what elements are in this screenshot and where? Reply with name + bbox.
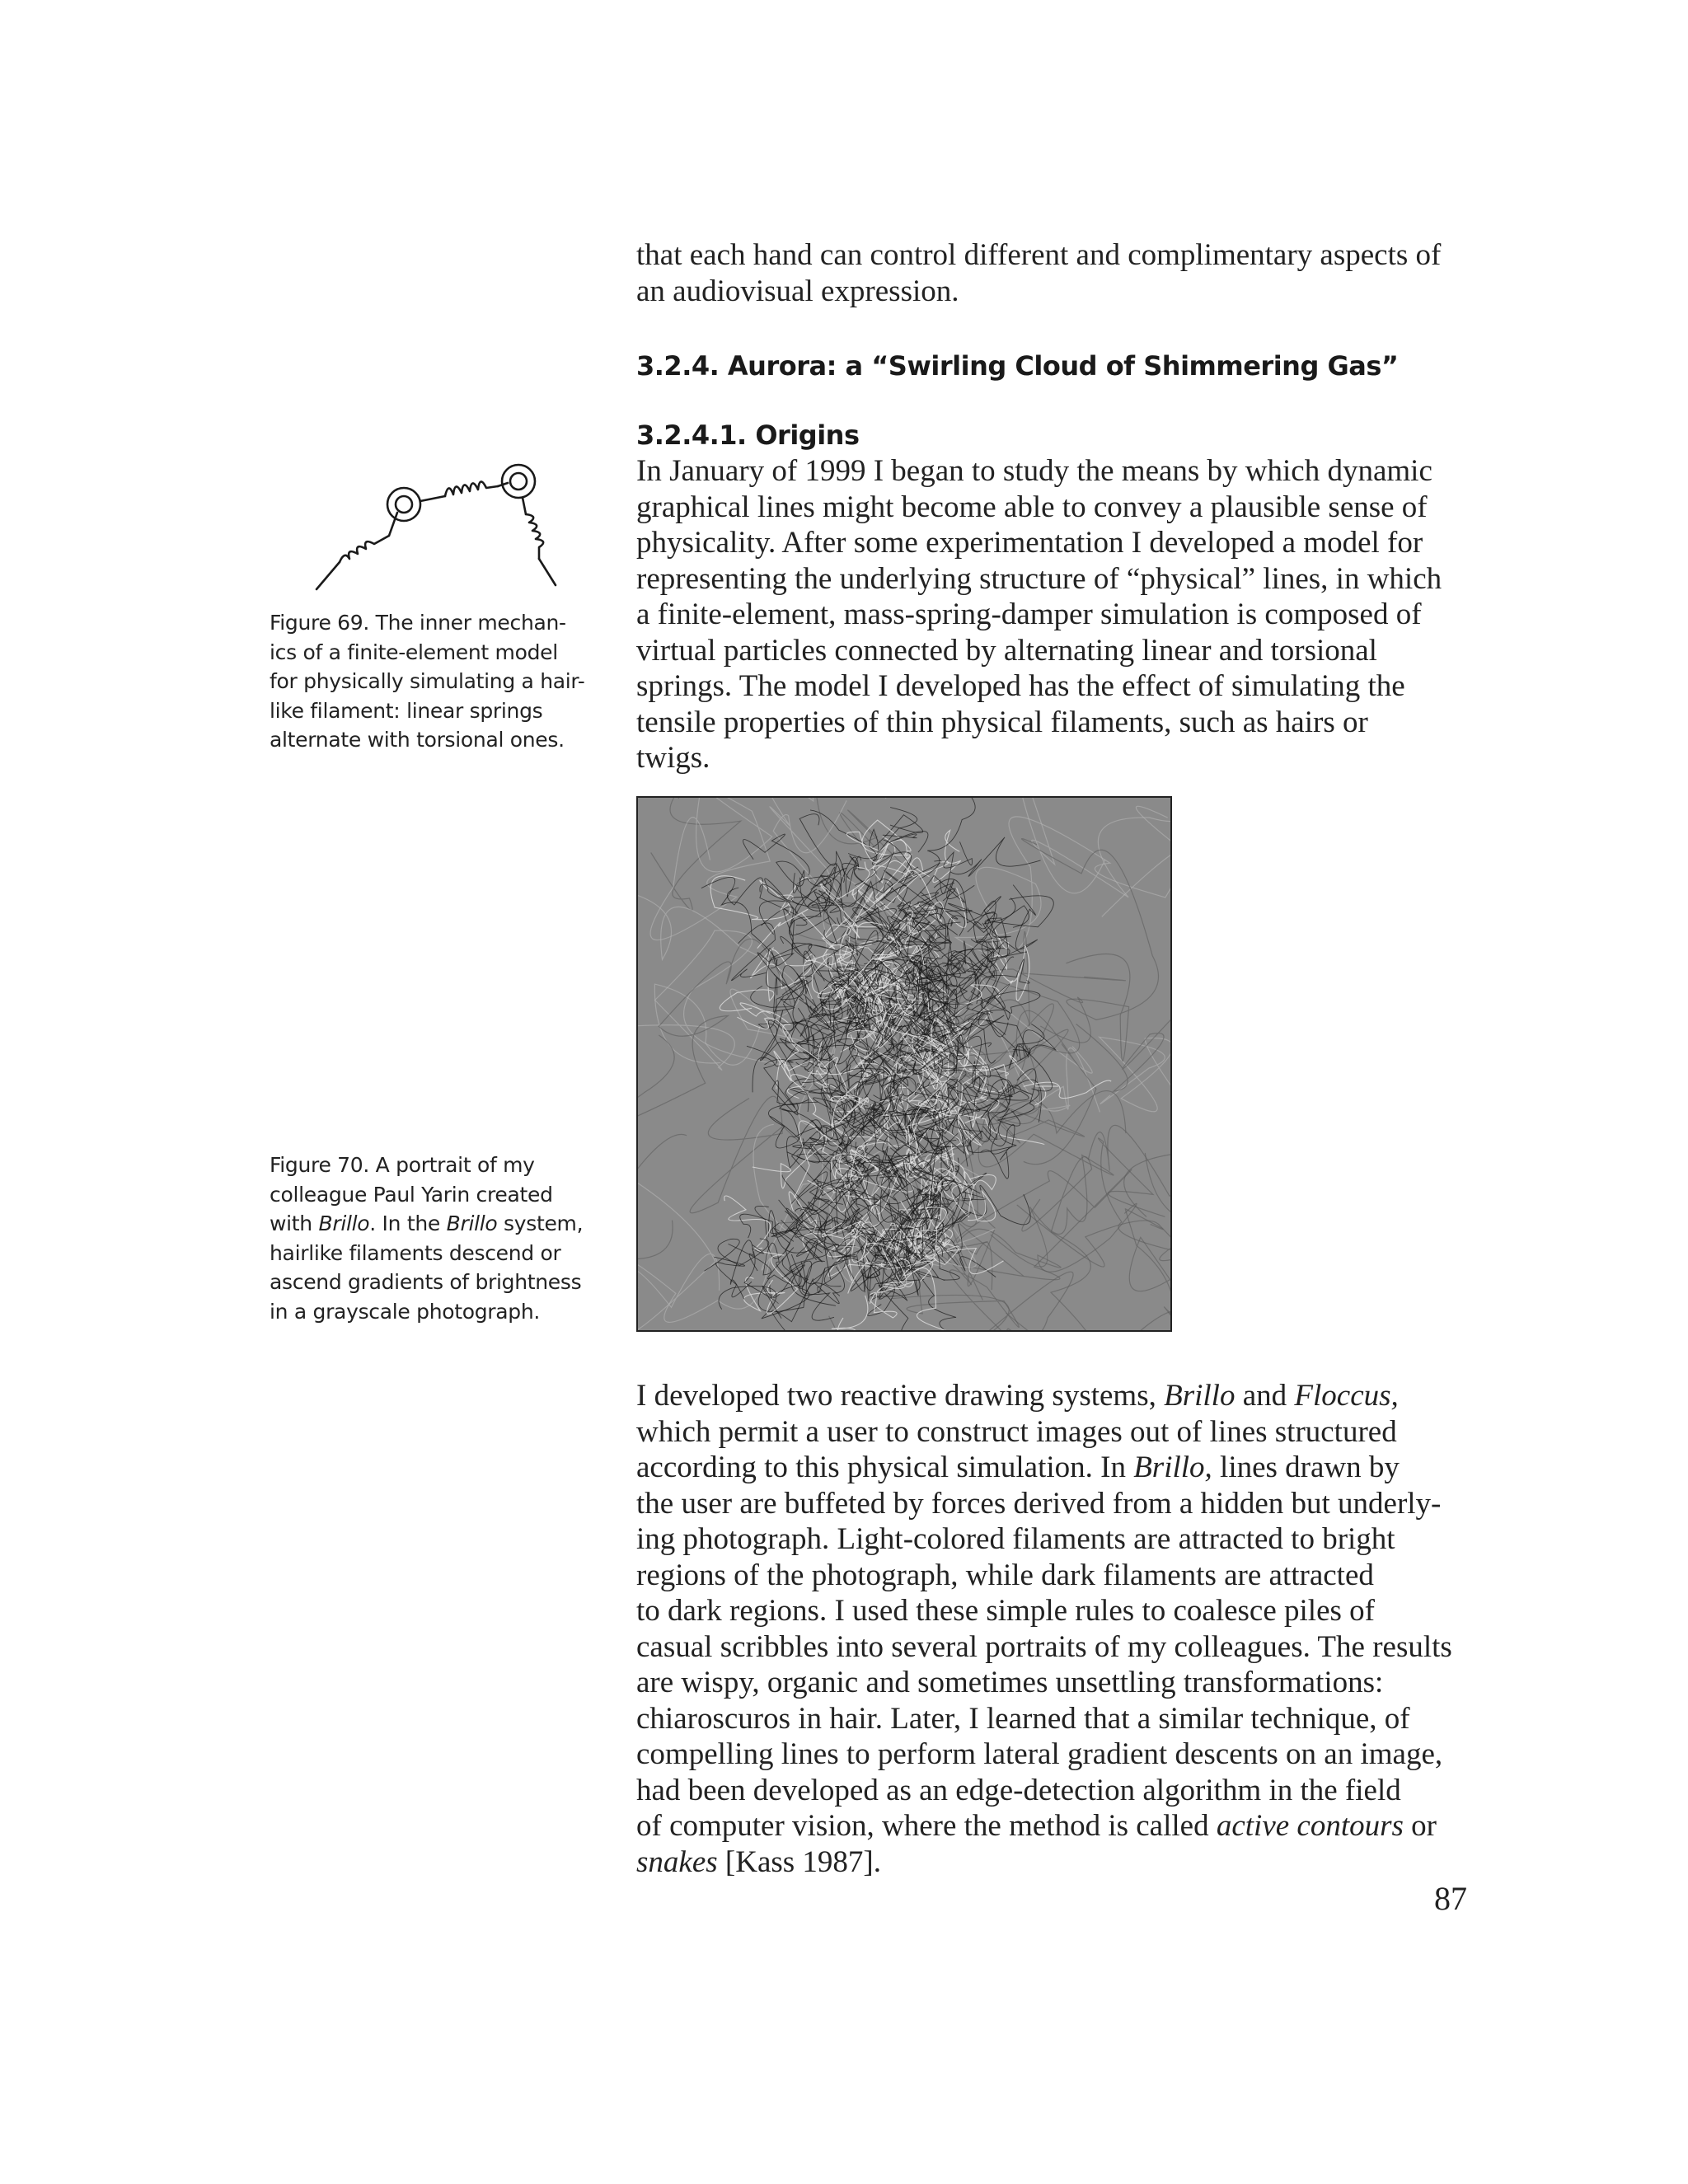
italic-run: Floccus, <box>1294 1379 1399 1413</box>
scribble-line <box>1125 1209 1170 1330</box>
scribble-line <box>1100 1037 1170 1112</box>
text-line: virtual particles connected by alternating linear and torsional <box>636 633 1377 668</box>
linear-spring-left <box>340 536 389 562</box>
filament-line <box>935 879 974 919</box>
caption-line: in a grayscale photograph. <box>270 1299 541 1324</box>
text-line: compelling lines to perform lateral gradient descents on an image, <box>636 1737 1443 1771</box>
text-line: twigs. <box>636 741 710 775</box>
caption-line: like filament: linear springs <box>270 698 543 723</box>
text-line: the user are buffeted by forces derived from a hidden but underly- <box>636 1486 1442 1521</box>
caption-line: colleague Paul Yarin created <box>270 1182 553 1207</box>
text-line <box>636 1844 1452 1881</box>
text-line: tensile properties of thin physical filaments, such as hairs or <box>636 705 1368 739</box>
filament-line <box>802 1035 860 1069</box>
text-line: In January of 1999 I began to study the means by which dynamic <box>636 454 1432 488</box>
filament-segment <box>420 496 445 501</box>
filament-segment <box>523 498 526 514</box>
section-heading: 3.2.4. Aurora: a “Swirling Cloud of Shimmering Gas” <box>636 350 1399 382</box>
filament-line <box>705 1239 769 1271</box>
text-line: had been developed as an edge-detection algorithm in the field <box>636 1773 1401 1807</box>
filament-line <box>998 1069 1036 1126</box>
text-line: ing photograph. Light-colored filaments are attracted to bright <box>636 1522 1395 1556</box>
caption-text: with <box>270 1212 319 1235</box>
filament-line <box>810 810 912 874</box>
text-line <box>636 1450 1452 1486</box>
caption-line: alternate with torsional ones. <box>270 728 565 752</box>
filament-segment <box>539 559 556 585</box>
filament-line <box>832 1296 868 1330</box>
filament-line <box>799 814 845 883</box>
text-run: I developed two reactive drawing systems, <box>636 1379 1165 1413</box>
caption-italic: Brillo <box>318 1212 370 1235</box>
filament-line <box>887 1131 921 1169</box>
torsional-spring-right <box>502 465 535 498</box>
text-line: casual scribbles into several portraits of my colleagues. The results <box>636 1629 1452 1664</box>
figure-70-caption <box>270 1151 599 1326</box>
text-run: or <box>1403 1809 1437 1843</box>
filament-line <box>873 808 917 883</box>
text-run: according to this physical simulation. In <box>636 1451 1134 1484</box>
text-line: regions of the photograph, while dark filaments are attracted <box>636 1558 1374 1592</box>
scribble-line <box>1016 798 1170 898</box>
italic-run: Brillo, <box>1133 1451 1212 1484</box>
filament-line <box>776 861 804 893</box>
caption-line: for physically simulating a hair- <box>270 669 585 693</box>
caption-line: ascend gradients of brightness <box>270 1270 582 1294</box>
caption-line: ics of a finite-element model <box>270 640 558 664</box>
page-number: 87 <box>1434 1880 1467 1917</box>
text-line <box>636 1378 1452 1414</box>
scribble-line <box>947 1169 1132 1300</box>
caption-line: hairlike filaments descend or <box>270 1240 561 1265</box>
italic-run: snakes <box>636 1844 718 1879</box>
portrait-scribbles <box>638 798 1170 1330</box>
text-line: an audiovisual expression. <box>636 274 959 308</box>
linear-spring-top <box>445 481 498 496</box>
filament-line <box>701 877 777 968</box>
figure-69-caption <box>270 608 599 755</box>
text-line: representing the underlying structure of “physical” lines, in which <box>636 561 1442 596</box>
scribble-line <box>638 1183 942 1322</box>
text-line: to dark regions. I used these simple rules to coalesce piles of <box>636 1594 1375 1628</box>
filament-line <box>883 832 928 853</box>
filament-segment <box>316 562 340 589</box>
filament-line <box>757 953 793 985</box>
text-line: that each hand can control different and complimentary aspects of <box>636 238 1442 272</box>
filament-line <box>760 878 810 912</box>
linear-spring-right <box>526 514 543 559</box>
subsection-heading: 3.2.4.1. Origins <box>636 419 860 451</box>
text-line <box>636 1808 1452 1844</box>
text-line: which permit a user to construct images out of lines structured <box>636 1414 1397 1449</box>
text-run: [Kass 1987]. <box>717 1844 881 1879</box>
text-line: springs. The model I developed has the effect of simulating the <box>636 669 1405 703</box>
filament-line <box>987 896 1053 958</box>
text-line: graphical lines might become able to convey a plausible sense of <box>636 490 1428 524</box>
intro-paragraph <box>636 237 1441 309</box>
text-line: physicality. After some experimentation I developed a model for <box>636 526 1423 560</box>
filament-line <box>762 1261 805 1318</box>
caption-italic: Brillo <box>446 1212 498 1235</box>
text-run: lines drawn by <box>1212 1451 1400 1484</box>
caption-line <box>270 1209 599 1239</box>
italic-run: active contours <box>1216 1809 1404 1843</box>
filament-line <box>724 1196 771 1251</box>
torsional-spring-left <box>387 488 420 521</box>
italic-run: Brillo <box>1164 1379 1236 1413</box>
text-line: a finite-element, mass-spring-damper simulation is composed of <box>636 598 1422 631</box>
torsional-spring-right-inner <box>510 473 527 490</box>
scribble-line <box>638 1149 720 1330</box>
origins-paragraph <box>636 453 1442 776</box>
scribble-line <box>638 1113 687 1259</box>
torsional-spring-left-inner <box>396 496 412 513</box>
spring-filament-diagram <box>307 453 579 602</box>
caption-text: . In the <box>369 1212 447 1235</box>
caption-line: Figure 70. A portrait of my <box>270 1153 535 1177</box>
text-line: are wispy, organic and sometimes unsettling transformations: <box>636 1666 1384 1699</box>
brillo-portrait-image <box>636 796 1172 1332</box>
caption-text: system, <box>497 1212 584 1235</box>
caption-line: Figure 69. The inner mechan- <box>270 611 566 635</box>
brillo-paragraph <box>636 1378 1452 1880</box>
text-run: of computer vision, where the method is called <box>636 1809 1217 1843</box>
text-line: chiaroscuros in hair. Later, I learned that a similar technique, of <box>636 1701 1410 1736</box>
scribble-line <box>651 798 781 911</box>
scribble-line <box>1136 806 1170 954</box>
scribble-line <box>1017 1125 1170 1275</box>
text-run: and <box>1235 1379 1295 1413</box>
